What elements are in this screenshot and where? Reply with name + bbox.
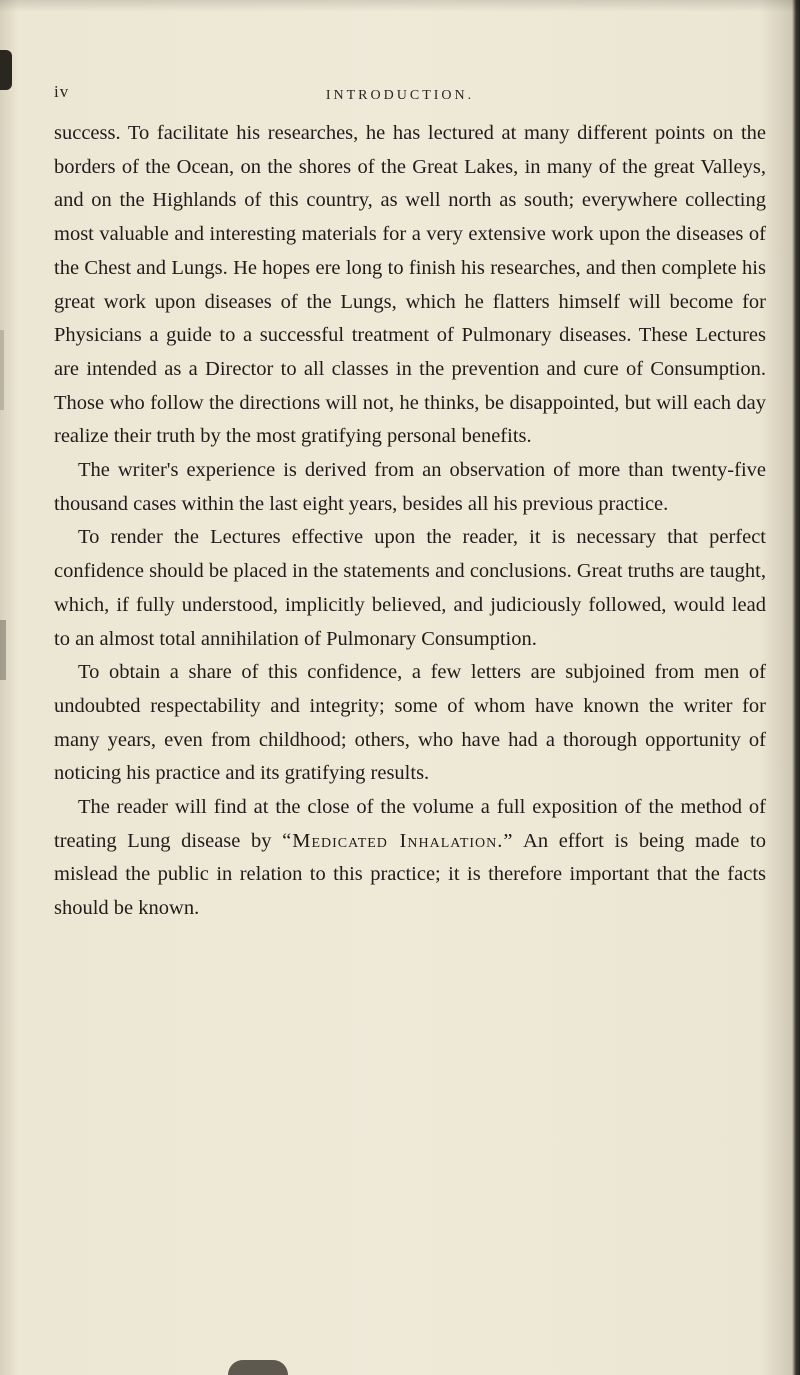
paragraph-5-end: An effort is being made to mislead the public in relation to this practice; it is therefore important that the facts should be known. bbox=[54, 829, 766, 920]
paragraph-1: success. To facilitate his researches, he has lectured at many different points on the borders of the Ocean, on the shores of the Great Lakes, in many of the great Valleys, and on the Highlands of this country, as well north as south; everywhere collecting most valuable and interesting materials for a very extensive work upon the diseases of the Chest and Lungs. He hopes ere long to finish his researches, and then complete his great work upon diseases of the Lungs, which he flatters himself will become for Physicians a guide to a successful treatment of Pulmonary diseases. These Lectures are intended as a Director to all classes in the prevention and cure of Consumption. Those who follow the directions will not, he thinks, be disappointed, but will each day realize their truth by the most gratifying personal benefits. bbox=[54, 122, 766, 448]
body-text bbox=[54, 117, 766, 926]
binding-mark bbox=[0, 50, 12, 90]
page-number: iv bbox=[54, 82, 70, 101]
page-top-shadow bbox=[0, 0, 800, 12]
medicated-inhalation-term: “Medicated Inhalation.” bbox=[282, 829, 514, 852]
binding-stain bbox=[0, 330, 4, 410]
running-head: INTRODUCTION. bbox=[325, 88, 475, 103]
paragraph-2: The writer's experience is derived from an observation of more than twenty-five thousand cases within the last eight years, besides all his previous practice. bbox=[54, 459, 766, 515]
paragraph-4: To obtain a share of this confidence, a few letters are subjoined from men of undoubted respectability and integrity; some of whom have known the writer for many years, even from childhood; others, who have had a thorough opportunity of noticing his practice and its gratifying results. bbox=[54, 661, 766, 785]
paragraph-5 bbox=[54, 791, 766, 926]
paragraph-5-start: The reader will find at the close of the volume a full exposition of the method of treating Lung disease by bbox=[54, 796, 766, 852]
paragraph-3: To render the Lectures effective upon the reader, it is necessary that perfect confidence should be placed in the statements and conclusions. Great truths are taught, which, if fully understood, implicitly believed, and judiciously followed, would lead to an almost total annihilation of Pulmonary Consumption. bbox=[54, 526, 766, 650]
binding-stain-lower bbox=[0, 620, 6, 680]
ink-smudge bbox=[228, 1360, 288, 1375]
